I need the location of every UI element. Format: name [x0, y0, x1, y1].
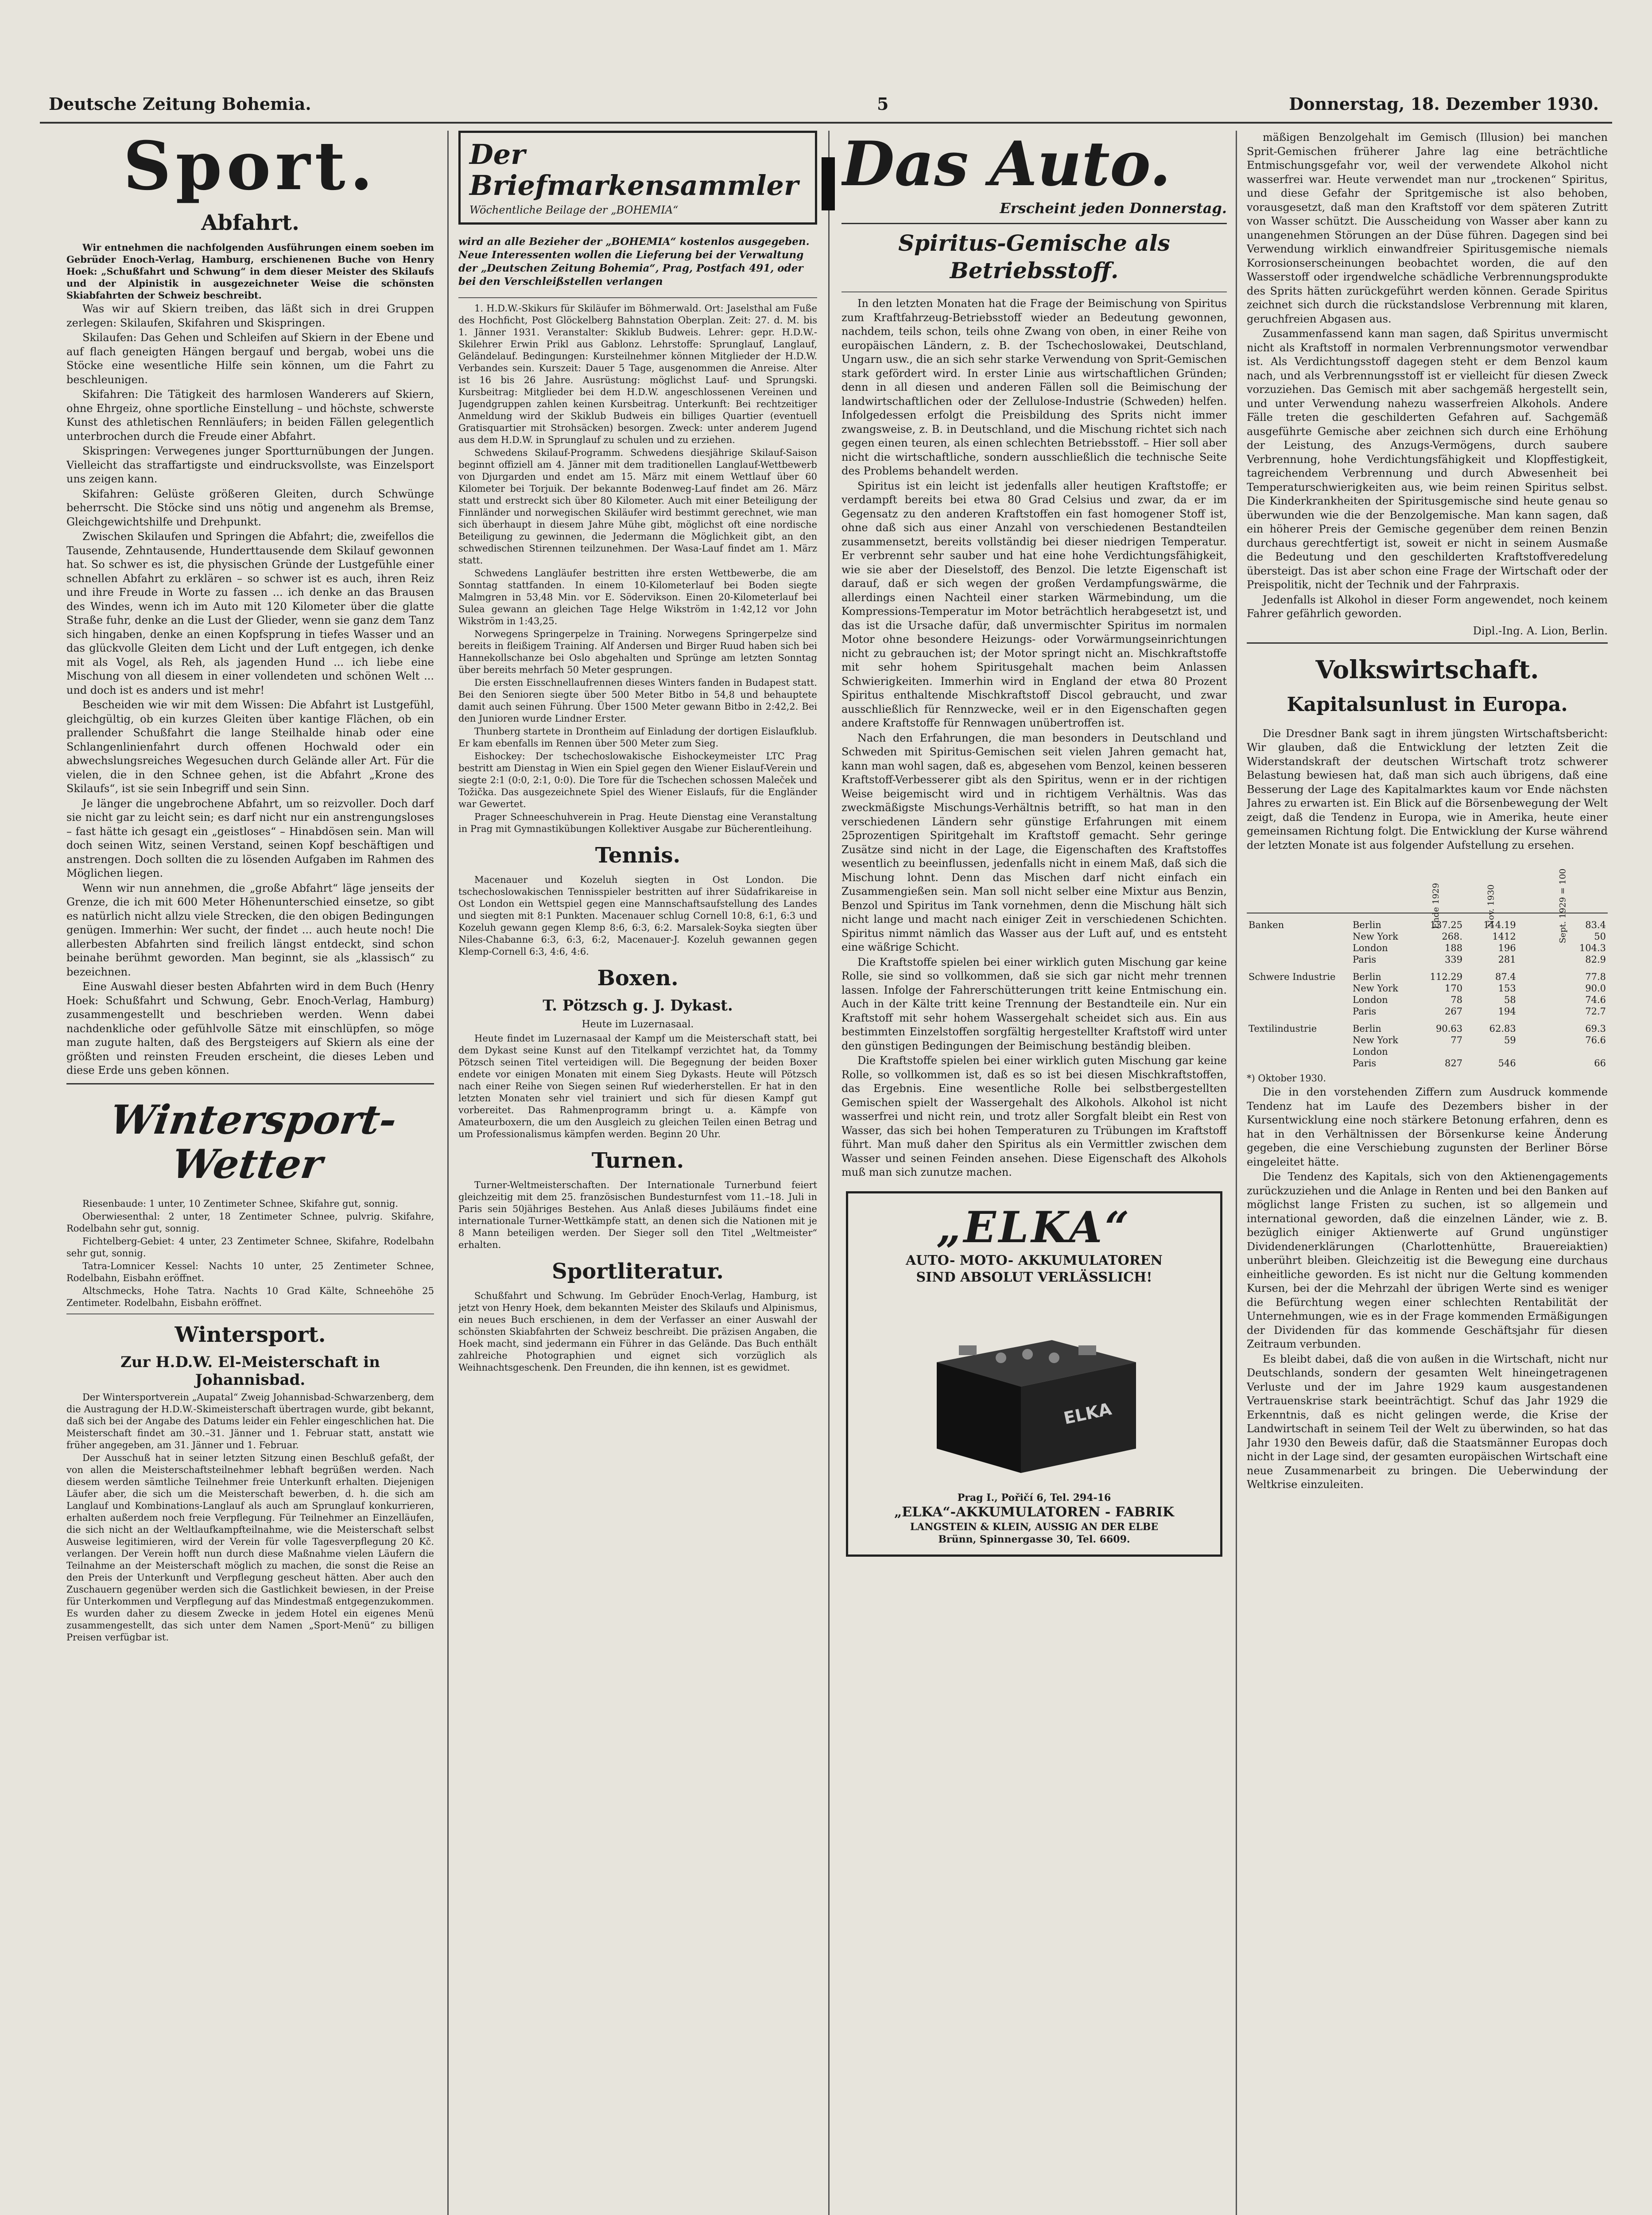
news-item: Macenauer und Kozeluh siegten in Ost London. Die tschechoslowakischen Tennisspieler bestritten auf ihrer Südafrikareise in Ost London ein Wettspiel gegen eine Mannschaftsaufstellung des Landes und siegten mit 8:1 Punkten. Macenauer schlug Cornell 10:8, 6:1, 6:3 und Kozeluh gewann gegen Klemp 8:6, 6:3, 6:2. Marsalek-Soyka siegten über Niles-Chabanne 6:3, 6:3, 6:2, Macenauer-J. Kozeluh gewannen gegen Klemp-Cornell 6:3, 4:6, 4:6. — [458, 874, 817, 957]
article-paragraph: In den letzten Monaten hat die Frage der Beimischung von Spiritus zum Kraftfahrzeug-Betriebsstoff wieder an Bedeutung gewonnen, nachdem, teils schon, teils ohne Zwang von oben, in einer Reihe von europäischen Ländern, z. B. der Tschechoslowakei, Deutschland, Ungarn usw., die an sich sehr starke Verwendung von Sprit-Gemischen stark gefördert wird. In erster Linie aus wirtschaftlichen Gründen; denn in all diesen und anderen Fällen soll die Beimischung der landwirtschaftlichen oder der Zellulose-Industrie (Schweden) helfen. Infolgedessen erfolgt die Preisbildung des Sprits nicht immer zwangsweise, z. B. in Deutschland, und die Mischung richtet sich nach gegen einen teuren, als einen schlechten Betriebsstoff. – Hier soll aber nicht die wirtschaftliche, sondern ausschließlich die technische Seite des Problems behandelt werden. — [842, 297, 1227, 477]
weather-report: Riesenbaude: 1 unter, 10 Zentimeter Schnee, Skifahre gut, sonnig. — [82, 1198, 399, 1209]
ad-brand: „ELKA“ — [936, 1202, 1132, 1252]
ad-address: Prag I., Pořičí 6, Tel. 294-16 — [957, 1492, 1111, 1504]
page-number: 5 — [877, 94, 889, 114]
section-title-wintersport: Wintersport. — [175, 1322, 326, 1347]
article-paragraph: mäßigen Benzolgehalt im Gemisch (Illusion) bei manchen Sprit-Gemischen früherer Jahre lag eine beträchtliche Entmischungsgefahr vor, weil der verwendete Alkohol nicht wasserfrei war. Heute verwendet man nur „trockenen“ Spiritus, und diese Gefahr der Spritgemische ist also behoben, vorausgesetzt, daß man den Kraftstoff vor dem späteren Zutritt von Wasser schützt. Die Ausscheidung von Wasser aber kann zu unangenehmen Störungen an der Düse führen. Dagegen sind bei Verwendung wirklich einwandfreier Spiritusgemische niemals Korrosionserscheinungen beobachtet worden, die auf den Wasserstoff oder irgendwelche schädliche Verbrennungsprodukte des Sprits hätten zurückgeführt werden können. Gerade Spiritus zeichnet sich durch die rückstandslose Verbrennung mit klaren, geruchfreien Abgasen aus. — [1247, 131, 1608, 325]
table-row: London 78 58 74.6 — [1352, 995, 1606, 1005]
ad-tagline: SIND ABSOLUT VERLÄSSLICH! — [916, 1269, 1152, 1285]
column-rule — [1236, 131, 1237, 2215]
black-marker-bar — [822, 157, 835, 210]
article-title-abfahrt: Abfahrt. — [201, 210, 299, 235]
news-item: Norwegens Springerpelze in Training. Norwegens Springerpelze sind bereits in fleißigem Training. Alf Andersen und Birger Ruud haben sich bei Hannekollschanze bei Oslo abgehalten und Sprünge am letzten Sonntag über bereits mehrfach 50 Meter gesprungen. — [458, 629, 817, 675]
header-rule — [40, 122, 1612, 124]
newspaper-name: Deutsche Zeitung Bohemia. — [49, 94, 311, 114]
article-paragraph: Die Tendenz des Kapitals, sich von den Aktienengagements zurückzuziehen und die Anlage in Renten und bei den Banken auf möglichst lange Fristen zu suchen, ist so allgemein und international geworden, daß die einzelnen Länder, wie z. B. bezüglich einiger Aktienwerte auf Grund ungünstiger Dividendenerklärungen (Charlottenhütte, Brauereiaktien) unberührt bleiben. Gleichzeitig ist die Bewegung eine durchaus einheitliche geworden. Es ist nicht nur die Geltung kommenden Kursen, bei der die Mehrzahl der übrigen Werte sind es weniger die Befürchtung wegen einer schlechten Rentabilität der Unternehmungen, wie es in der Frage kommenden Ermäßigungen der Dividenden für das kommende Geschäftsjahr für diesen Zeitraum verbunden. — [1247, 1170, 1608, 1350]
issue-date: Donnerstag, 18. Dezember 1930. — [1289, 94, 1599, 114]
article-paragraph: Eine Auswahl dieser besten Abfahrten wird in dem Buch (Henry Hoek: Schußfahrt und Schwung, Gebr. Enoch-Verlag, Hamburg) zusammengestellt und beschrieben werden. Wenn dabei nachdenkliche oder gefühlvolle Sätze mit einschlüpfen, so möge man zugute halten, daß des Bergsteigers auf Skiern als eine der größten und reinsten Freuden erscheint, die dieses Leben und diese Erde uns geben können. — [66, 980, 434, 1076]
article-paragraph: Die Kraftstoffe spielen bei einer wirklich guten Mischung gar keine Rolle, so vollkommen ist, daß es so ist bei diesen Mischkraftstoffen, das Ergebnis. Eine wesentliche Rolle bei selbstbergestellten Gemischen spielt der Wassergehalt des Alkohols. Alkohol ist nicht wasserfrei und nicht rein, und trotz aller Sorgfalt bleibt ein Rest von Wasser, das sich bei hohen Temperaturen zu Trübungen im Kraftstoff führt. Man muß daher den Spiritus als ein Vermittler zwischen dem Wasser und seinen Feinden ansehen. Diese Eigenschaft des Alkohols muß man sich zunutze machen. — [842, 1054, 1227, 1178]
article-paragraph: Nach den Erfahrungen, die man besonders in Deutschland und Schweden mit Spiritus-Gemischen seit vielen Jahren gemacht hat, kann man wohl sagen, daß es, abgesehen vom Benzol, keinen besseren Kraftstoff-Verbesserer gibt als den Spiritus, wenn er in der richtigen Weise beigemischt wird und in richtigem Verhältnis. Was das zweckmäßigste Mischungs-Verhältnis betrifft, so hat man in den verschiedenen Ländern sehr günstige Erfahrungen mit einem 25prozentigen Spiritgehalt im Kraftstoff gemacht. Sehr geringe Zusätze sind nicht in der Lage, die Eigenschaften des Kraftstoffes wesentlich zu beeinflussen, jedenfalls nicht in einem Maß, daß sich die Mischung lohnt. Denn das Mischen darf nicht einfach ein Zusammengießen sein. Man soll nicht selber eine Mixtur aus Benzin, Benzol und Spiritus im Tank vornehmen, denn die Mischung hält sich nicht lange und macht nach einiger Zeit in verschiedenen Schichten. Spiritus nimmt nämlich das Wasser aus der Luft auf, und es entsteht eine wäßrige Schicht. — [842, 731, 1227, 953]
table-header: Nov. 1930 — [1464, 856, 1518, 913]
stock-index-table — [1247, 856, 1608, 1069]
news-item: Schwedens Langläufer bestritten ihre ersten Wettbewerbe, die am Sonntag stattfanden. In einem 10-Kilometerlauf bei Boden siegte Malmgren in 53,48 Min. vor E. Södervikson. Einen 20-Kilometerlauf bei Sulea gewann an gleichen Tage Helge Wikström in 1:42,12 vor John Wikström in 1:43,25. — [458, 568, 817, 626]
section-divider — [66, 1313, 434, 1314]
section-divider — [66, 1083, 434, 1084]
ad-address: Brünn, Spinnergasse 30, Tel. 6609. — [938, 1533, 1130, 1545]
supplement-title-line2: Briefmarkensammler — [469, 169, 799, 202]
section-title-wintersport-wetter: Wintersport-Wetter — [107, 1096, 400, 1188]
news-item: Schwedens Skilauf-Programm. Schwedens diesjährige Skilauf-Saison beginnt offiziell am 4. Jänner mit dem traditionellen Langlauf-Wettbewerb von Djurgarden und endet am 15. März mit einem Wettlauf über 60 Kilometer bei Torjuik. Der bekannte Bodenweg-Lauf findet am 26. März statt und erstreckt sich über 80 Kilometer. Auch mit einer Beteiligung der Finnländer und norwegischen Skiläufer wird bestimmt gerechnet, wie man sich überhaupt in diesem Jahre Mühe gibt, möglichst oft eine nordische Beteiligung zu gewinnen, die Jedermann die Möglichkeit gibt, an den schwedischen Stirennen teilzunehmen. Der Wasa-Lauf findet am 1. März statt. — [458, 447, 817, 566]
section-divider — [458, 297, 817, 298]
table-footnote: *) Oktober 1930. — [1247, 1073, 1326, 1084]
table-header — [1351, 856, 1407, 913]
article-paragraph: Skifahren: Die Tätigkeit des harmlosen Wanderers auf Skiern, ohne Ehrgeiz, ohne sportliche Einstellung – und höchste, schwerste Kunst des athletischen Rennläufers; in beiden Fällen gelegentlich unterbrochen durch die Freude einer Abfahrt. — [66, 388, 434, 443]
article-paragraph: Die Dresdner Bank sagt in ihrem jüngsten Wirtschaftsbericht: Wir glauben, daß die Entwicklung der letzten Zeit die Widerstandskraft der deutschen Wirtschaft trotz schwerer Belastung bewiesen hat, daß man sich auch übrigens, daß eine Besserung der Lage des Kapitalmarktes kaum vor Ende nächsten Jahres zu erwarten ist. Ein Blick auf die Börsenbewegung der Welt zeigt, daß die Tendenz in Europa, wie in Amerika, heute einer gemeinsamen Richtung folgt. Die Entwicklung der Kurse während der letzten Monate ist aus folgender Aufstellung zu ersehen. — [1247, 727, 1608, 851]
column-auto — [842, 131, 1227, 2215]
supplement-box — [458, 131, 817, 225]
table-header — [1247, 856, 1351, 913]
article-paragraph: Der Wintersportverein „Aupatal“ Zweig Johannisbad-Schwarzenberg, dem die Austragung der H.D.W.-Skimeisterschaft übertragen wurde, gibt bekannt, daß sich bei der Angabe des Datums leider ein Fehler eingeschlichen hat. Die Meisterschaft findet am 30.–31. Jänner und 1. Februar statt, anstatt wie früher angegeben, am 31. Jänner und 1. Februar. — [66, 1391, 434, 1450]
article-paragraph: Die Kraftstoffe spielen bei einer wirklich guten Mischung gar keine Rolle, sie sind so vollkommen, daß sie sich gar nicht mehr trennen lassen. Infolge der Fahrerschütterungen tritt keine Entmischung ein. Auch in der Kälte tritt keine Trennung der Bestandteile ein. Nur ein Kraftstoff mit sehr hohem Wassergehalt scheidet sich aus. Ein aus bestimmten Einzelstoffen sorgfältig hergestellter Kraftstoff wird unter den günstigen Bedingungen der Beimischung beständig bleiben. — [842, 956, 1227, 1052]
supplement-subtitle: Wöchentliche Beilage der „BOHEMIA“ — [469, 204, 679, 216]
table-header: Sept. 1929 = 100 — [1518, 856, 1608, 913]
article-paragraph: Skispringen: Verwegenes junger Sportturnübungen der Jungen. Vielleicht das straffartigste und eindrucksvollste, was Einzelsport uns zeigen kann. — [66, 445, 434, 485]
table-row: London 188 196 104.3 — [1352, 943, 1606, 953]
section-title-tennis: Tennis. — [595, 843, 681, 868]
column-sport — [66, 131, 434, 2215]
article-paragraph: Skifahren: Gelüste größeren Gleiten, durch Schwünge beherrscht. Die Stöcke sind uns nötig und angenehm als Bremse, Gleichgewichtshilfe und Drehpunkt. — [66, 487, 434, 528]
article-paragraph: Je länger die ungebrochene Abfahrt, um so reizvoller. Doch darf sie nicht gar zu leicht sein; es darf nicht nur ein anstrengungsloses – fast hätte ich gesagt ein „geistloses“ – Hinabdösen sein. Man will doch seinen Witz, seinen Verstand, seinen Kopf beschäftigen und anstrengen. Doch sollten die zu lösenden Aufgaben im Rahmen des Möglichen liegen. — [66, 797, 434, 879]
news-item: Prager Schneeschuhverein in Prag. Heute Dienstag eine Veranstaltung in Prag mit Gymnastikübungen Kollektiver Ausgabe zur Bücherentleihung. — [458, 812, 817, 834]
elka-advertisement — [846, 1191, 1222, 1557]
supplement-title-line1: Der — [469, 138, 525, 171]
article-paragraph: Es bleibt dabei, daß die von außen in die Wirtschaft, nicht nur Deutschlands, sondern der gesamten Welt hineingetragenen Verluste und der im Jahre 1929 kaum ausgestandenen Vertrauenskrise stark beeinträchtigt. Schuf das Jahr 1929 die Erkenntnis, daß es nicht gelingen werde, die Krise der Landwirtschaft in seinem Teil der Welt zu überwinden, so hat das Jahr 1930 den Beweis dafür, daß die Staatsmänner Europas doch nicht in der Lage sind, der gesamten europäischen Wirtschaft eine neue Zusammenarbeit zu bringen. Die Ueberwindung der Weltkrise einzuleiten. — [1247, 1352, 1608, 1491]
weather-report: Fichtelberg-Gebiet: 4 unter, 23 Zentimeter Schnee, Skifahre, Rodelbahn sehr gut, sonnig. — [66, 1236, 434, 1259]
weather-report: Tatra-Lomnicer Kessel: Nachts 10 unter, 25 Zentimeter Schnee, Rodelbahn, Eisbahn eröffnet. — [66, 1260, 434, 1283]
author-signature: Dipl.-Ing. A. Lion, Berlin. — [1473, 624, 1608, 637]
column-economy — [1247, 131, 1608, 2215]
section-title-auto: Das Auto. — [842, 131, 1171, 200]
table-row: Paris 339 281 82.9 — [1352, 954, 1606, 965]
section-title-sport: Sport. — [123, 131, 377, 205]
article-paragraph: Skilaufen: Das Gehen und Schleifen auf Skiern in der Ebene und auf flach geneigten Hängen bergauf und bergab, wobei uns die Stöcke eine wesentliche Hilfe sein können, um die Fahrt zu beschleunigen. — [66, 331, 434, 386]
section-title-boxen: Boxen. — [597, 966, 679, 991]
article-title-spiritus: Spiritus-Gemische als Betriebsstoff. — [898, 230, 1170, 284]
ad-tagline: AUTO- MOTO- AKKUMULATOREN — [906, 1252, 1163, 1268]
table-header: Ende 1929 — [1407, 856, 1464, 913]
table-row: Schwere Industrie Berlin 112.29 87.4 77.8 — [1249, 971, 1606, 982]
weather-report: Oberwiesenthal: 2 unter, 18 Zentimeter Schnee, pulvrig. Skifahre, Rodelbahn sehr gut, sonnig. — [66, 1211, 434, 1234]
article-subtitle-boxing: Heute im Luzernasaal. — [582, 1019, 694, 1030]
table-row: New York 77 59 76.6 — [1352, 1035, 1606, 1045]
section-title-sportliteratur: Sportliteratur. — [552, 1259, 724, 1284]
news-item: Heute findet im Luzernasaal der Kampf um die Meisterschaft statt, bei dem Dykast seine Kunst auf den Titelkampf verzichtet hat, da Tommy Pötzsch seinen Titel verteidigen will. Die Begegnung der beiden Boxer endete vor einigen Monaten mit einem Sieg Dykasts. Heute will Pötzsch nach einer Reihe von Siegen seinen Ruf wiederherstellen. Er hat in den letzten Monaten sehr viel trainiert und sich für diesen Kampf gut vorbereitet. Das Rahmenprogramm bringt u. a. Kämpfe von Amateurboxern, die um den Ausgleich zu gleichen Teilen einen Betrag und um Professionalismus kämpfen werden. Beginn 20 Uhr. — [458, 1033, 817, 1139]
news-item: Eishockey: Der tschechoslowakische Eishockeymeister LTC Prag bestritt am Dienstag in Wien ein Spiel gegen den Wiener Eislauf-Verein und siegte 2:1 (0:0, 2:1, 0:0). Die Tore für die Tschechen schossen Maleček und Tožička. Das ausgezeichnete Spiel des Wiener Eislaufs, für die Engländer war Gewertet. — [458, 751, 817, 809]
supplement-note: wird an alle Bezieher der „BOHEMIA“ kostenlos ausgegeben. Neue Interessenten wollen die Lieferung bei der Verwaltung der „Deutschen Zeitung Bohemia“, Prag, Postfach 491, oder bei den Verschleißstellen verlangen — [458, 236, 810, 288]
weather-report: Altschmecks, Hohe Tatra. Nachts 10 Grad Kälte, Schneehöhe 25 Zentimeter. Rodelbahn, Eisbahn eröffnet. — [66, 1285, 434, 1308]
news-item: Die ersten Eisschnellaufrennen dieses Winters fanden in Budapest statt. Bei den Senioren siegte über 500 Meter Bitbo in 54,8 und behauptete damit auch seinen Führung. Über 1500 Meter gewann Bitbo in 2:42,2. Bei den Junioren wurde Lindner Erster. — [458, 677, 817, 724]
news-item: Schußfahrt und Schwung. Im Gebrüder Enoch-Verlag, Hamburg, ist jetzt von Henry Hoek, dem bekannten Meister des Skilaufs und Alpinismus, ein neues Buch erschienen, in dem der Verfasser an einer Auswahl der schönsten Skiabfahrten der Schweiz beschreibt. Die präzisen Angaben, die Hoek macht, sind jedermann ein Führer in das Gelände. Das Buch enthält zahlreiche Photographien und eignet sich vorzüglich als Weihnachtsgeschenk. Den Freunden, die ihn kennen, ist es gewidmet. — [458, 1290, 817, 1373]
table-row: New York 170 153 90.0 — [1352, 983, 1606, 994]
article-paragraph: Wenn wir nun annehmen, die „große Abfahrt“ läge jenseits der Grenze, die ich mit 600 Meter Höhenunterschied einsetze, so gibt es natürlich nicht allzu viele Strecken, die den obigen Bedingungen genügen. Immerhin: Wer sucht, der findet ... auch heute noch! Die allerbesten Abfahrten sind freilich längst entdeckt, sind schon beinahe berühmt geworden. Man beginnt, sie als „klassisch“ zu bezeichnen. — [66, 882, 434, 978]
section-divider — [1247, 642, 1608, 644]
article-paragraph: Zusammenfassend kann man sagen, daß Spiritus unvermischt nicht als Kraftstoff in normalen Verbrennungsmotor verwendbar ist. Als Verdichtungsstoff dagegen steht er dem Benzol kaum nach, und als Verbrennungsstoff ist er vielleicht für diesen Zweck vorzuziehen. Das Gemisch mit aber sachgemäß hergestellt sein, und unter Verwendung nahezu wasserfreien Alkohols. Andere Fälle treten die geschilderten Gefahren auf. Sachgemäß ausgeführte Gemische aber zeichnen sich durch eine Erhöhung der Leistung, des Anzugs-Vermögens, durch saubere Verbrennung, hohe Verdichtungsfähigkeit und Klopffestigkeit, tagreichendem Verbrennung und durch Abwesenheit bei Temperaturschwierigkeiten aus, wie beim reinen Spiritus selbst. Die Kinderkrankheiten der Spiritusgemische sind heute genau so überwunden wie die der Benzolgemische. Man kann sagen, daß ein höherer Preis der Gemische gegenüber dem reinen Benzin durchaus gerechtfertigt ist, soweit er nicht in seinem Ausmaße die Bedeutung und den geschilderten Kraftstoffveredelung übersteigt. Das ist aber schon eine Frage der Wirtschaft oder der Preispolitik, nicht der Technik und der Fahrpraxis. — [1247, 327, 1608, 591]
table-row: Textilindustrie Berlin 90.63 62.83 69.3 — [1249, 1023, 1606, 1034]
article-paragraph: Bescheiden wie wir mit dem Wissen: Die Abfahrt ist Lustgefühl, gleichgültig, ob ein kurzes Gleiten über kantige Flächen, ob ein prallender Schußfahrt die lange Steilhalde hinab oder eine Schlangenlinienfahrt durch offenen Hochwald oder ein abwechslungsreiches Wegesuchen durch Gelände aller Art. Für die vielen, die in den Schnee gehen, ist die Abfahrt „Krone des Skilaufs“, ist sie sein Inbegriff und sein Sinn. — [66, 699, 434, 795]
article-title-kapitalsunlust: Kapitalsunlust in Europa. — [1287, 693, 1568, 716]
column-rule — [828, 131, 830, 2215]
news-item: Turner-Weltmeisterschaften. Der Internationale Turnerbund feiert gleichzeitig mit dem 25. französischen Bundesturnfest vom 11.–18. Juli in Paris sein 50jähriges Bestehen. Aus Anlaß dieses Jubiläums findet eine internationale Turner-Wettkämpfe statt, an denen sich die Nationen mit je 8 Mann beteiligen werden. Der Sieger soll den Titel „Weltmeister“ erhalten. — [458, 1180, 817, 1250]
section-title-volkswirtschaft: Volkswirtschaft. — [1315, 655, 1539, 684]
table-row: Banken Berlin 137.25 114.19 83.4 — [1249, 920, 1606, 930]
article-paragraph: Die in den vorstehenden Ziffern zum Ausdruck kommende Tendenz hat im Laufe des Dezembers bisher in der Kursentwicklung eine noch stärkere Betonung erfahren, denn es hat in den Verhältnissen der Börsenkurse keine Änderung gegeben, die eine Verschiebung zugunsten der Berliner Börse eingeleitet hätte. — [1247, 1086, 1608, 1168]
article-paragraph: Spiritus ist ein leicht ist jedenfalls aller heutigen Kraftstoffe; er verdampft bereits bei etwa 80 Grad Celsius und zwar, da er im Gegensatz zu den anderen Kraftstoffen ein fast homogener Stoff ist, ohne daß sich aus einer Anzahl von verschiedenen Bestandteilen zusammensetzt, bereits vollständig bei dieser niedrigen Temperatur. Er verbrennt sehr sauber und hat eine hohe Verdichtungsfähigkeit, wie sie aber der Dieselstoff, des Benzol. Die letzte Eigenschaft ist darauf, daß er sich wegen der großen Verdampfungswärme, die allerdings einen Nachteil einer starken Wärmebindung, um die Kompressions-Temperatur im Motor beträchtlich herabgesetzt ist, und das ist die Ursache dafür, daß unvermischter Spiritus im normalen Motor ohne besondere Heizungs- oder Vorwärmungseinrichtungen nicht zu gebrauchen ist; der Motor springt nicht an. Mischkraftstoffe mit sehr hohem Spiritusgehalt machen beim Anlassen Schwierigkeiten. Immerhin wird in England der etwa 80 Prozent Spiritus enthaltende Mischkraftstoff Discol gebraucht, und zwar ausschließlich für Rennzwecke, weil er in den Eigenschaften gegen andere Kraftstoffe für Rennwagen unübertroffen ist. — [842, 479, 1227, 729]
column-sport-news — [458, 131, 817, 2215]
article-title-meisterschaft: Zur H.D.W. El-Meisterschaft in Johannisbad. — [120, 1353, 380, 1389]
article-intro: Wir entnehmen die nachfolgenden Ausführungen einem soeben im Gebrüder Enoch-Verlag, Hamburg, erschienenen Buche von Henry Hoek: „Schußfahrt und Schwung“ in dem dieser Meister des Skilaufs und der Alpinistik in ausgezeichneter Weise die schönsten Skiabfahrten der Schweiz beschreibt. — [66, 242, 434, 301]
table-row: Paris 267 194 72.7 — [1352, 1006, 1606, 1017]
table-row: Paris 827 546 66 — [1352, 1058, 1606, 1069]
battery-brand-label: ELKA — [1062, 1399, 1113, 1428]
article-paragraph: Der Ausschuß hat in seiner letzten Sitzung einen Beschluß gefaßt, der von allen die Meisterschaftsteilnehmer lebhaft begrüßen werden. Nach diesem werden sämtliche Teilnehmer freie Unterkunft erhalten. Diejenigen Läufer aber, die sich um die Meisterschaft bewerben, d. h. die sich am Langlauf und Kombinations-Langlauf als auch am Sprunglauf konkurrieren, erhalten außerdem noch freie Verpflegung. Für Teilnehmer an Einzelläufen, die sich nicht an der Weltlaufkampfteilnahme, wie die Meisterschaft selbst Ausweise legitimieren, wird der Verein für volle Tagesverpflegung 20 Kč. verlangen. Der Verein hofft nun durch diese Maßnahme vielen Läufern die Teilnahme an der Meisterschaft möglich zu machen, die sonst die Reise an den Preis der Unterkunft und Verpflegung gescheut hätten. Aber auch den Zuschauern gegenüber werden sich die Gastlichkeit bewiesen, in der Preise für Unterkommen und Verpflegung auf das Mindestmaß entgegenzukommen. Es wurden daher zu diesem Zwecke in jedem Hotel ein eigenes Menü zusammengestellt, das sich unter dem Namen „Sport-Menü“ zu billigen Preisen verfügbar ist. — [66, 1452, 434, 1643]
ad-company: „ELKA“-AKKUMULATOREN - FABRIK — [894, 1504, 1174, 1520]
table-row: London — [1352, 1046, 1388, 1057]
section-schedule: Erscheint jeden Donnerstag. — [1000, 200, 1227, 217]
ad-address: LANGSTEIN & KLEIN, AUSSIG AN DER ELBE — [910, 1521, 1159, 1533]
battery-illustration — [919, 1296, 1149, 1482]
table-row: New York 268. 1412 50 — [1352, 931, 1606, 942]
news-item: 1. H.D.W.-Skikurs für Skiläufer im Böhmerwald. Ort: Jaselsthal am Fuße des Hochficht, Post Glöckelberg Bahnstation Oberplan. Zeit: 27. d. M. bis 1. Jänner 1931. Veranstalter: Skiklub Budweis. Lehrer: gepr. H.D.W.-Skilehrer Erwin Prikl aus Gablonz. Lehrstoffe: Sprunglauf, Langlauf, Geländelauf. Bedingungen: Kursteilnehmer können Mitglieder der H.D.W. Verbandes sein. Kurszeit: Dauer 5 Tage, ausgenommen die Anreise. Alter ist 16 bis 26 Jahre. Ausrüstung: möglichst Lauf- und Sprungski. Kursbeitrag: Mitglieder bei dem H.D.W. angeschlossenen Vereinen und Jugendgruppen zahlen keinen Kursbeitrag. Unterkunft: Bei rechtzeitiger Anmeldung wird der Skiklub Budweis ein billiges Quartier (eventuell Gratisquartier mit Strohsäcken) besorgen. Zweck: unter anderem Jugend aus dem H.D.W. in Sprunglauf zu schulen und zu erziehen. — [458, 303, 817, 445]
news-item: Thunberg startete in Drontheim auf Einladung der dortigen Eislaufklub. Er kam ebenfalls im Rennen über 500 Meter zum Sieg. — [458, 726, 817, 749]
section-divider — [842, 291, 1227, 292]
column-rule — [447, 131, 449, 2215]
article-paragraph: Was wir auf Skiern treiben, das läßt sich in drei Gruppen zerlegen: Skilaufen, Skifahren und Skispringen. — [66, 303, 434, 329]
article-title-boxing: T. Pötzsch g. J. Dykast. — [543, 997, 733, 1014]
section-title-turnen: Turnen. — [591, 1148, 684, 1173]
article-paragraph: Jedenfalls ist Alkohol in dieser Form angewendet, noch keinem Fahrer gefährlich geworden. — [1247, 593, 1608, 620]
page-header — [40, 94, 1608, 120]
section-divider — [842, 223, 1227, 224]
article-paragraph: Zwischen Skilaufen und Springen die Abfahrt; die, zweifellos die Tausende, Zehntausende, Hunderttausende dem Skilauf gewonnen hat. So schwer es ist, die physischen Gründe der Lustgefühle einer schnellen Abfahrt zu erklären – so schwer ist es auch, ihren Reiz und ihre Freude in Worte zu fassen ... ich denke an das Brausen des Windes, wenn ich im Auto mit 120 Kilometer über die glatte Straße fuhr, denke an die Lust der Glieder, wenn sie ganz dem Tanz sich hingaben, denke an einen Kopfsprung in tiefes Wasser und an das glückvolle Gleiten dem Licht und der Luft entgegen, ich denke mit als Vogel, als Reh, als jagenden Hund ... ich liebe eine Mischung von all diesem in einer vollendeten und schönen Welt ... und doch ist es anders und ist mehr! — [66, 530, 434, 696]
